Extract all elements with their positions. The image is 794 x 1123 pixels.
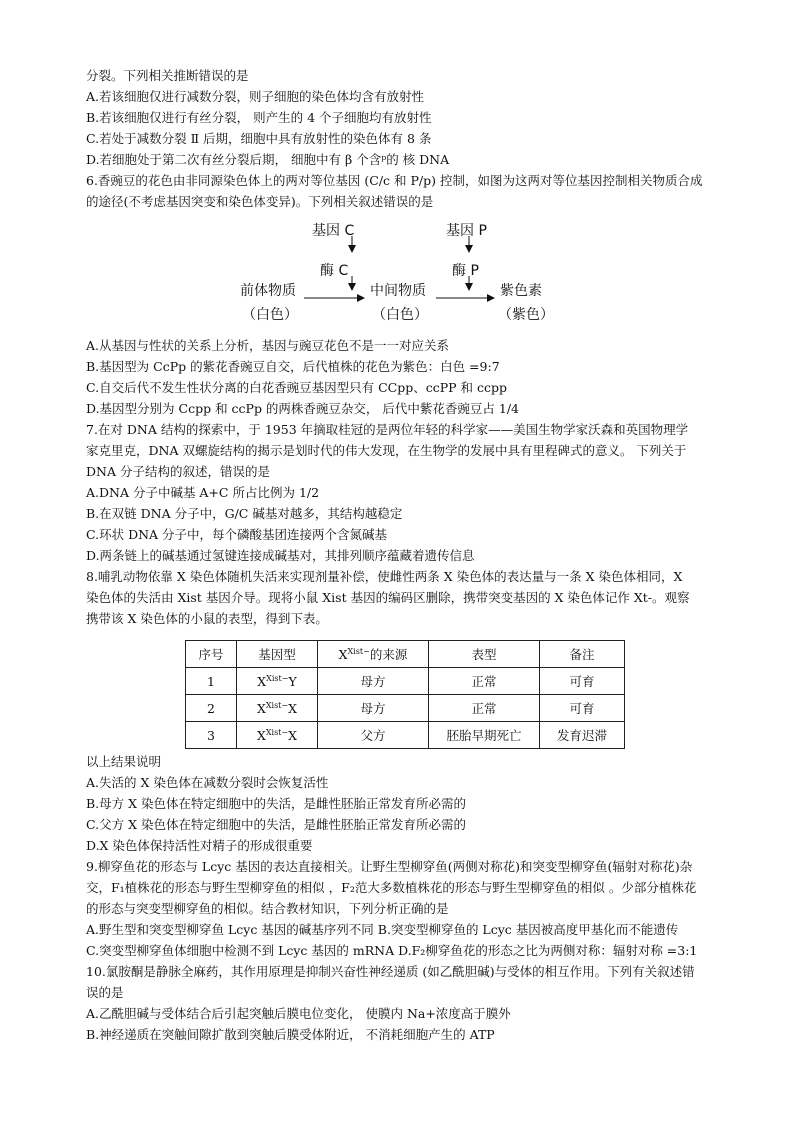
question-7-stem: 7.在对 DNA 结构的探索中，于 1953 年摘取桂冠的是两位年轻的科学家——美国生物学家沃森和英国物理学 [86, 422, 689, 437]
intermediate-color: （白色） [372, 307, 428, 323]
cell-source: 父方 [318, 722, 429, 749]
cell-genotype: $X^{Xist-}X$ [237, 695, 318, 722]
option-5c: C.若处于减数分裂 Ⅱ 后期，细胞中具有放射性的染色体有 8 条 [86, 131, 432, 146]
table-row [186, 668, 625, 695]
header-phenotype: 表型 [429, 641, 540, 668]
pathway-diagram [236, 216, 556, 328]
option-9ab: A.野生型和突变型柳穿鱼 Lcyc 基因的碱基序列不同 B.突变型柳穿鱼的 Lcyc 基因被高度甲基化而不能遗传 [86, 922, 679, 937]
option-7d: D.两条链上的碱基通过氢键连接成碱基对，其排列顺序蕴藏着遗传信息 [86, 548, 475, 563]
option-8d: D.X 染色体保持活性对精子的形成很重要 [86, 838, 313, 853]
table-row [186, 722, 625, 749]
cell-no: 2 [186, 695, 237, 722]
cell-note: 可育 [540, 695, 625, 722]
option-8a: A.失活的 X 染色体在减数分裂时会恢复活性 [86, 775, 329, 790]
option-6c: C.自交后代不发生性状分离的白花香豌豆基因型只有 CCpp、ccPP 和 ccpp [86, 380, 507, 395]
option-7a: A.DNA 分子中碱基 A+C 所占比例为 1/2 [86, 485, 320, 500]
option-6d: D.基因型分别为 Ccpp 和 ccPp 的两株香豌豆杂交， 后代中紫花香豌豆占 1/4 [86, 401, 519, 416]
cell-note: 可育 [540, 668, 625, 695]
question-7-stem-cont: DNA 分子结构的叙述，错误的是 [86, 464, 270, 479]
header-genotype: 基因型 [237, 641, 318, 668]
option-5b: B.若该细胞仅进行有丝分裂， 则产生的 4 个子细胞均有放射性 [86, 110, 432, 125]
precursor-label: 前体物质 [240, 283, 296, 299]
enzyme-c-label: 酶 C [320, 263, 349, 279]
question-9-stem-cont: 的形态与突变型柳穿鱼的相似。结合教材知识，下列分析正确的是 [86, 901, 449, 916]
xist-table [185, 640, 625, 749]
question-10-stem: 10.氯胺酮是静脉全麻药，其作用原理是抑制兴奋性神经递质 (如乙酰胆碱)与受体的相互作用。下列有关叙述错 [86, 964, 695, 979]
cell-note: 发育迟滞 [540, 722, 625, 749]
cell-source: 母方 [318, 695, 429, 722]
cell-phenotype: 正常 [429, 695, 540, 722]
question-6-stem-cont: 的途径(不考虑基因突变和染色体变异)。下列相关叙述错误的是 [86, 194, 434, 209]
cell-phenotype: 正常 [429, 668, 540, 695]
precursor-color: （白色） [242, 307, 298, 323]
cell-no: 3 [186, 722, 237, 749]
cell-genotype: $X^{Xist-}X$ [237, 722, 318, 749]
option-9cd: C.突变型柳穿鱼体细胞中检测不到 Lcyc 基因的 mRNA D.F₂柳穿鱼花的形态之比为两侧对称：辐射对称 =3:1 [86, 943, 698, 958]
question-7-stem-cont: 家克里克，DNA 双螺旋结构的揭示是划时代的伟大发现，在生物学的发展中具有里程碑式的意义。 下列关于 [86, 443, 687, 458]
option-10b: B.神经递质在突触间隙扩散到突触后膜受体附近， 不消耗细胞产生的 ATP [86, 1027, 495, 1042]
cell-no: 1 [186, 668, 237, 695]
question-9-stem-cont: 交，F₁植株花的形态与野生型柳穿鱼的相似 ，F₂范大多数植株花的形态与野生型柳穿鱼的相似 。少部分植株花 [86, 880, 697, 895]
option-6a: A.从基因与性状的关系上分析，基因与豌豆花色不是一一对应关系 [86, 338, 450, 353]
gene-p-label: 基因 P [446, 223, 487, 239]
intermediate-label: 中间物质 [370, 283, 426, 299]
question-9-stem: 9.柳穿鱼花的形态与 Lcyc 基因的表达直接相关。让野生型柳穿鱼(两侧对称花)和突变型柳穿鱼(辐射对称花)杂 [86, 859, 693, 874]
option-10a: A.乙酰胆碱与受体结合后引起突触后膜电位变化， 使膜内 Na+浓度高于膜外 [86, 1006, 511, 1021]
question-10-stem-cont: 误的是 [86, 985, 124, 1000]
question-8-stem-cont: 染色体的失活由 Xist 基因介导。现将小鼠 Xist 基因的编码区删除，携带突变基因的 X 染色体记作 Xt-。观察 [86, 590, 690, 605]
table-row [186, 695, 625, 722]
pigment-label: 紫色素 [500, 283, 542, 299]
text-line: 分裂。下列相关推断错误的是 [86, 68, 249, 83]
option-7c: C.环状 DNA 分子中，每个磷酸基团连接两个含氮碱基 [86, 527, 388, 542]
header-note: 备注 [540, 641, 625, 668]
option-5a: A.若该细胞仅进行减数分裂，则子细胞的染色体均含有放射性 [86, 89, 425, 104]
question-8-stem-cont: 携带该 X 染色体的小鼠的表型，得到下表。 [86, 611, 328, 626]
option-6b: B.基因型为 CcPp 的紫花香豌豆自交，后代植株的花色为紫色：白色 =9:7 [86, 359, 500, 374]
cell-genotype: $X^{Xist-}Y$ [237, 668, 318, 695]
option-5d: D.若细胞处于第二次有丝分裂后期， 细胞中有 β 个含ᵖ的 核 DNA [86, 152, 450, 167]
question-6-stem: 6.香豌豆的花色由非同源染色体上的两对等位基因 (C/c 和 P/p) 控制，如图为这两对等位基因控制相关物质合成 [86, 173, 703, 188]
table-header-row [186, 641, 625, 668]
question-8-conclusion: 以上结果说明 [86, 754, 162, 769]
option-8b: B.母方 X 染色体在特定细胞中的失活，是雌性胚胎正常发育所必需的 [86, 796, 467, 811]
option-7b: B.在双链 DNA 分子中，G/C 碱基对越多，其结构越稳定 [86, 506, 403, 521]
question-8-stem: 8.哺乳动物依靠 X 染色体随机失活来实现剂量补偿，使雌性两条 X 染色体的表达量与一条 X 染色体相同，X [86, 569, 683, 584]
header-source: $X^{Xist-}$的来源 [318, 641, 429, 668]
enzyme-p-label: 酶 P [452, 263, 479, 279]
cell-phenotype: 胚胎早期死亡 [429, 722, 540, 749]
option-8c: C.父方 X 染色体在特定细胞中的失活，是雌性胚胎正常发育所必需的 [86, 817, 466, 832]
gene-c-label: 基因 C [312, 223, 355, 239]
cell-source: 母方 [318, 668, 429, 695]
header-no: 序号 [186, 641, 237, 668]
pigment-color: （紫色） [498, 307, 554, 323]
